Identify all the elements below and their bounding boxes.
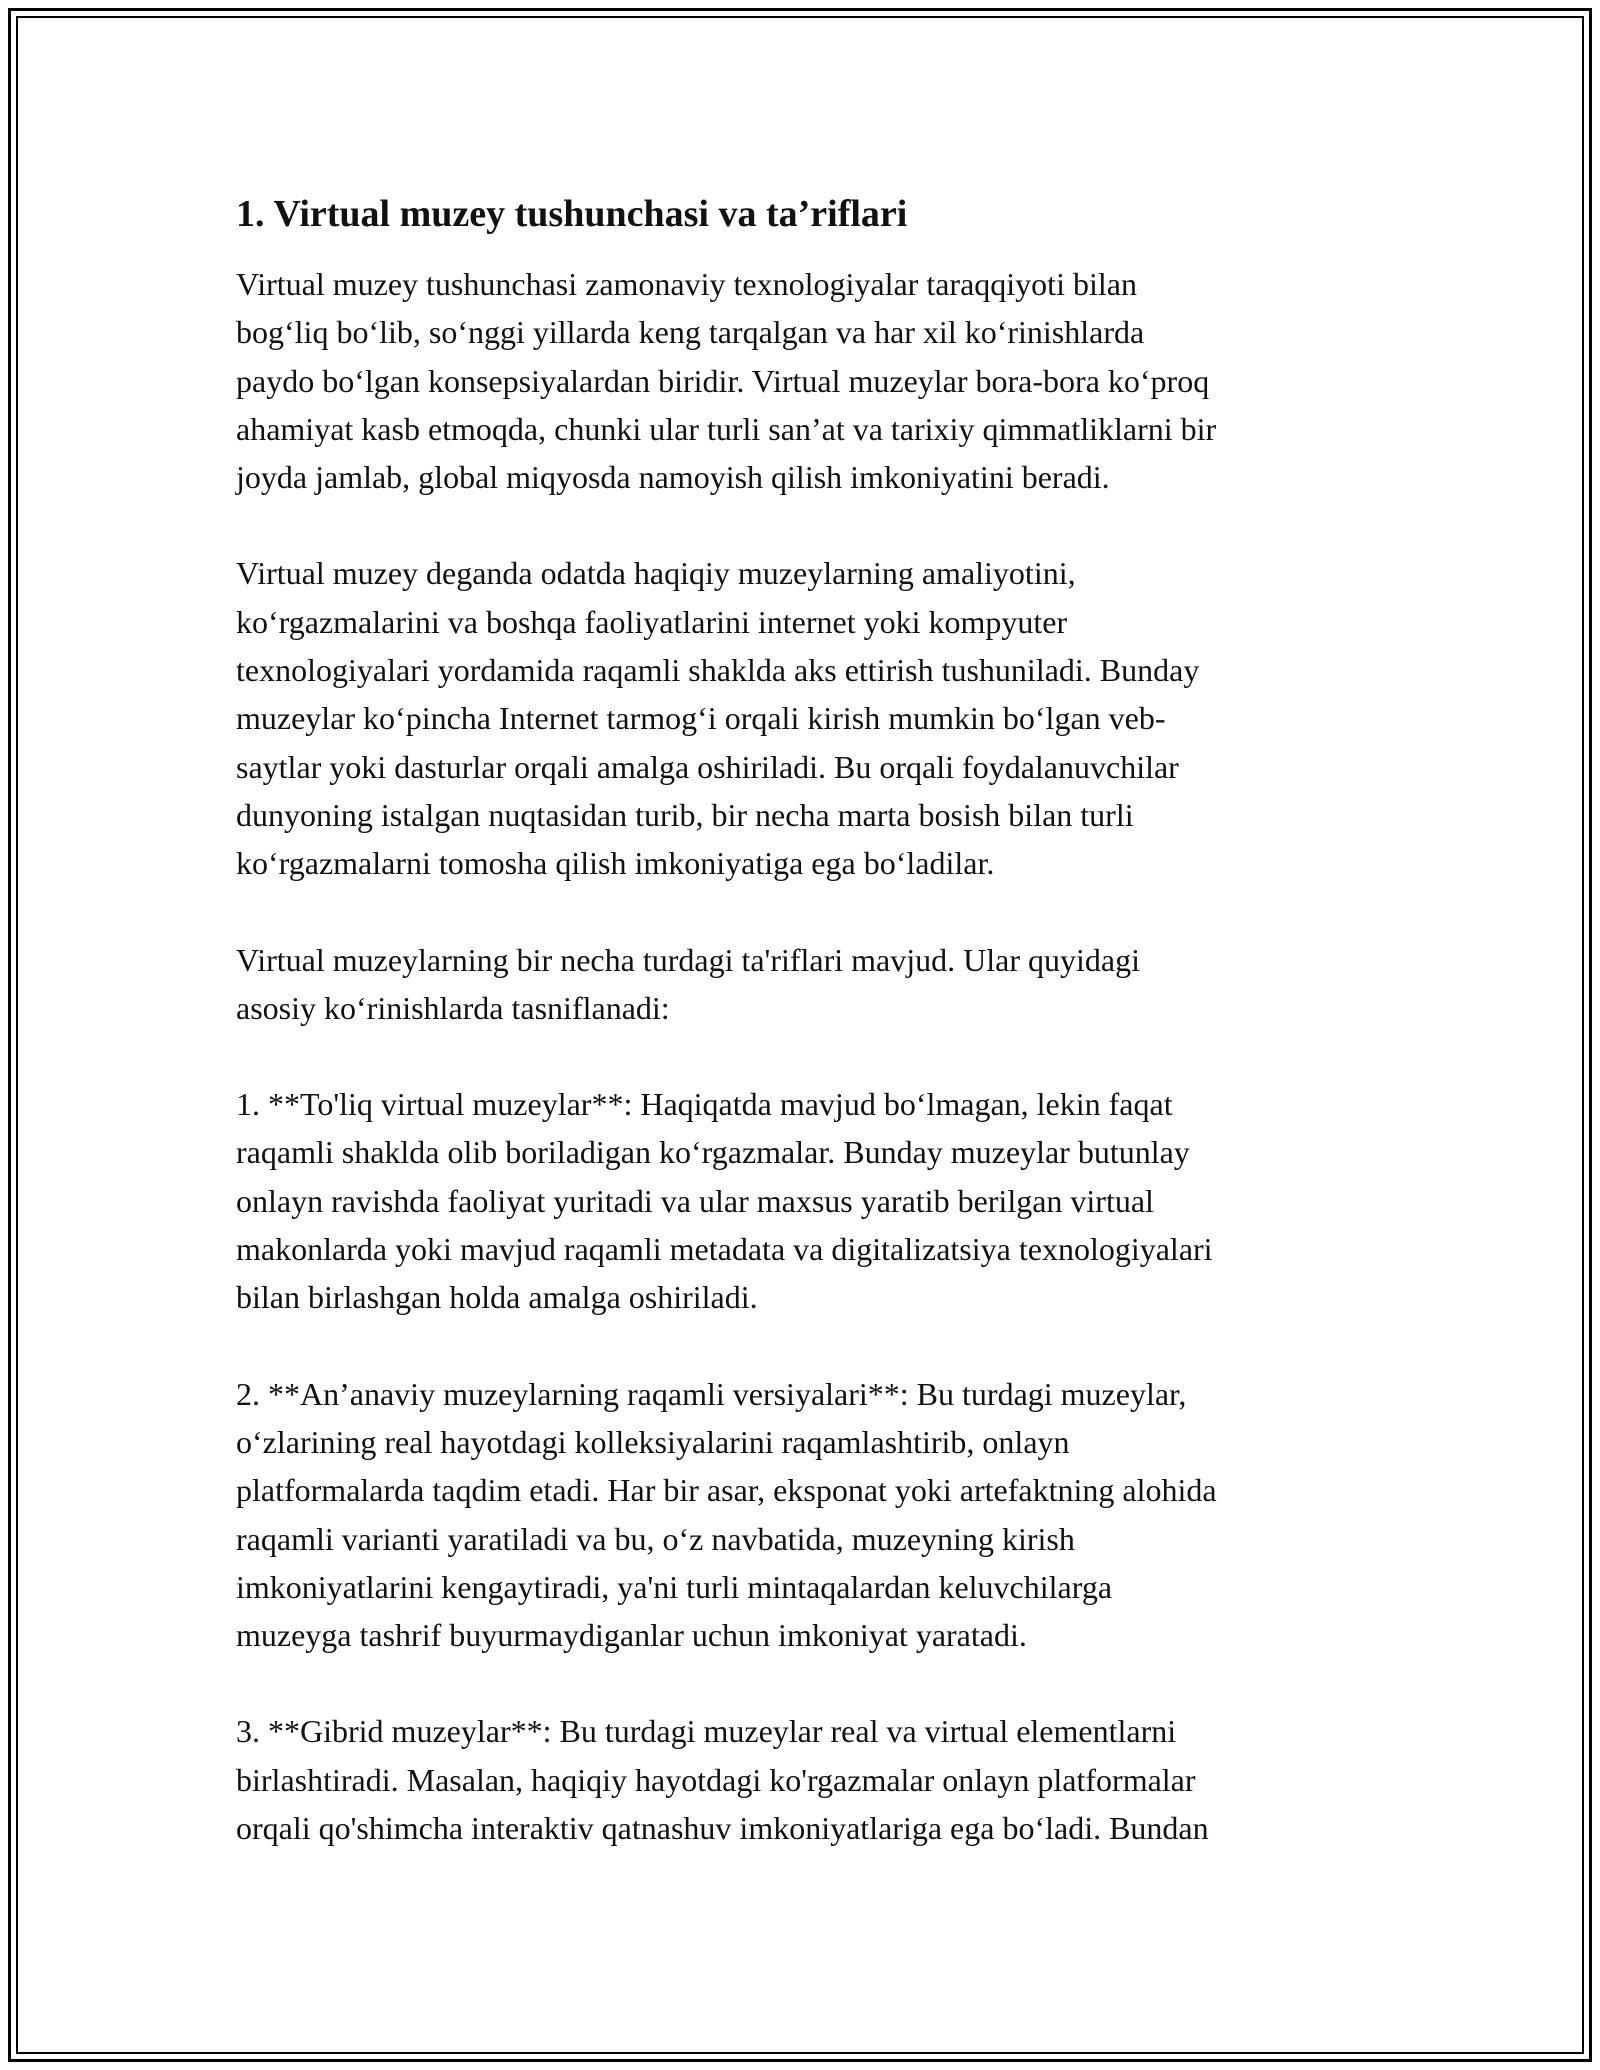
paragraph-line: raqamli shaklda olib boriladigan ko‘rgazmalar. Bunday muzeylar butunlay	[236, 1134, 1190, 1171]
paragraph-line: 3. **Gibrid muzeylar**: Bu turdagi muzeylar real va virtual elementlarni	[236, 1713, 1177, 1750]
paragraph-line: 1. **To'liq virtual muzeylar**: Haqiqatda mavjud bo‘lmagan, lekin faqat	[236, 1086, 1173, 1123]
paragraph-line: joyda jamlab, global miqyosda namoyish qilish imkoniyatini beradi.	[236, 459, 1110, 496]
paragraph-line: orqali qo'shimcha interaktiv qatnashuv imkoniyatlariga ega bo‘ladi. Bundan	[236, 1810, 1209, 1847]
paragraph-line: 2. **An’anaviy muzeylarning raqamli versiyalari**: Bu turdagi muzeylar,	[236, 1375, 1187, 1412]
paragraph-line: ko‘rgazmalarni tomosha qilish imkoniyatiga ega bo‘ladilar.	[236, 845, 995, 882]
paragraph-line: Virtual muzey tushunchasi zamonaviy texnologiyalar taraqqiyoti bilan	[236, 266, 1137, 302]
paragraph-line: raqamli varianti yaratiladi va bu, o‘z navbatida, muzeyning kirish	[236, 1520, 1075, 1557]
paragraph-line: onlayn ravishda faoliyat yuritadi va ular maxsus yaratib berilgan virtual	[236, 1182, 1154, 1219]
paragraph-line: muzeylar ko‘pincha Internet tarmog‘i orqali kirish mumkin bo‘lgan veb-	[236, 700, 1166, 737]
paragraph	[236, 936, 1366, 1033]
paragraph-line: ahamiyat kasb etmoqda, chunki ular turli san’at va tarixiy qimmatliklarni bir	[236, 410, 1217, 447]
paragraph-line: Virtual muzey deganda odatda haqiqiy muzeylarning amaliyotini,	[236, 555, 1076, 592]
section-heading: 1. Virtual muzey tushunchasi va ta’riflari	[236, 193, 908, 235]
paragraph-line: saytlar yoki dasturlar orqali amalga oshiriladi. Bu orqali foydalanuvchilar	[236, 748, 1179, 785]
paragraph-line: imkoniyatlarini kengaytiradi, ya'ni turli mintaqalardan keluvchilarga	[236, 1568, 1113, 1605]
paragraph	[236, 1080, 1366, 1321]
paragraph	[236, 549, 1366, 887]
paragraph-line: makonlarda yoki mavjud raqamli metadata va digitalizatsiya texnologiyalari	[236, 1231, 1213, 1268]
paragraph-line: texnologiyalari yordamida raqamli shaklda aks ettirish tushuniladi. Bunday	[236, 652, 1200, 689]
paragraph-line: platformalarda taqdim etadi. Har bir asar, eksponat yoki artefaktning alohida	[236, 1472, 1217, 1509]
paragraph-line: asosiy ko‘rinishlarda tasniflanadi:	[236, 989, 670, 1026]
paragraph-list	[236, 260, 1366, 1852]
document-body	[236, 188, 1366, 1900]
paragraph	[236, 260, 1366, 501]
paragraph	[236, 1707, 1366, 1852]
paragraph-line: muzeyga tashrif buyurmaydiganlar uchun imkoniyat yaratadi.	[236, 1617, 1027, 1654]
paragraph-line: Virtual muzeylarning bir necha turdagi ta'riflari mavjud. Ular quyidagi	[236, 941, 1140, 978]
paragraph-line: bilan birlashgan holda amalga oshiriladi.	[236, 1279, 758, 1316]
paragraph-line: dunyoning istalgan nuqtasidan turib, bir necha marta bosish bilan turli	[236, 796, 1134, 833]
paragraph-line: paydo bo‘lgan konsepsiyalardan biridir. Virtual muzeylar bora-bora ko‘proq	[236, 362, 1210, 399]
paragraph-line: birlashtiradi. Masalan, haqiqiy hayotdagi ko'rgazmalar onlayn platformalar	[236, 1761, 1196, 1798]
paragraph-line: ko‘rgazmalarini va boshqa faoliyatlarini internet yoki kompyuter	[236, 603, 1068, 640]
paragraph	[236, 1370, 1366, 1660]
paragraph-line: o‘zlarining real hayotdagi kolleksiyalarini raqamlashtirib, onlayn	[236, 1423, 1070, 1460]
paragraph-line: bog‘liq bo‘lib, so‘nggi yillarda keng tarqalgan va har xil ko‘rinishlarda	[236, 314, 1145, 351]
